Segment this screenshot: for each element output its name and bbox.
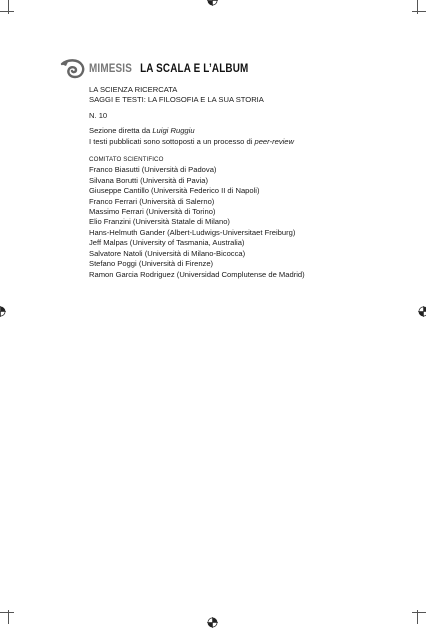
spiral-shell-icon: [60, 57, 86, 81]
crop-mark: [412, 612, 426, 613]
crop-mark: [0, 11, 14, 12]
series-number: N. 10: [89, 110, 108, 120]
committee-member: Massimo Ferrari (Università di Torino): [89, 207, 216, 217]
committee-member: Stefano Poggi (Università di Firenze): [89, 259, 214, 269]
crop-mark: [417, 0, 418, 14]
committee-member: Elio Franzini (Università Statale di Milano): [89, 217, 230, 227]
crop-mark: [8, 0, 9, 14]
committee-member: Giuseppe Cantillo (Università Federico II di Napoli): [89, 186, 260, 196]
director-name: Luigi Ruggiu: [152, 126, 195, 136]
registration-mark-icon: [418, 306, 426, 317]
series-subtitle: SAGGI E TESTI: LA FILOSOFIA E LA SUA STORIA: [89, 95, 264, 105]
series-info: [89, 85, 409, 280]
committee-member: Franco Biasutti (Università di Padova): [89, 165, 217, 175]
direction-line: [89, 126, 409, 136]
registration-mark-icon: [207, 0, 218, 6]
review-prefix: I testi pubblicati sono sottoposti a un processo di: [89, 136, 255, 146]
series-header: [60, 57, 274, 81]
committee-member: Franco Ferrari (Università di Salerno): [89, 196, 215, 206]
registration-mark-icon: [207, 617, 218, 628]
committee-member: Jeff Malpas (University of Tasmania, Australia): [89, 238, 245, 248]
publisher-name: MIMESIS: [89, 63, 132, 75]
crop-mark: [0, 612, 14, 613]
committee-heading: COMITATO SCIENTIFICO: [89, 156, 164, 164]
committee-member: Ramon Garcia Rodriguez (Universidad Complutense de Madrid): [89, 269, 305, 279]
review-line: [89, 137, 409, 147]
review-term: peer-review: [254, 136, 295, 146]
committee-member: Silvana Borutti (Università di Pavia): [89, 175, 209, 185]
direction-prefix: Sezione diretta da: [89, 126, 153, 136]
series-title: LA SCIENZA RICERCATA: [89, 85, 178, 94]
series-brand: LA SCALA E L’ALBUM: [140, 63, 249, 75]
committee-member: Salvatore Natoli (Università di Milano-Bicocca): [89, 248, 246, 258]
crop-mark: [412, 11, 426, 12]
committee-member: Hans-Helmuth Gander (Albert-Ludwigs-Universitaet Freiburg): [89, 227, 296, 237]
registration-mark-icon: [0, 306, 6, 317]
